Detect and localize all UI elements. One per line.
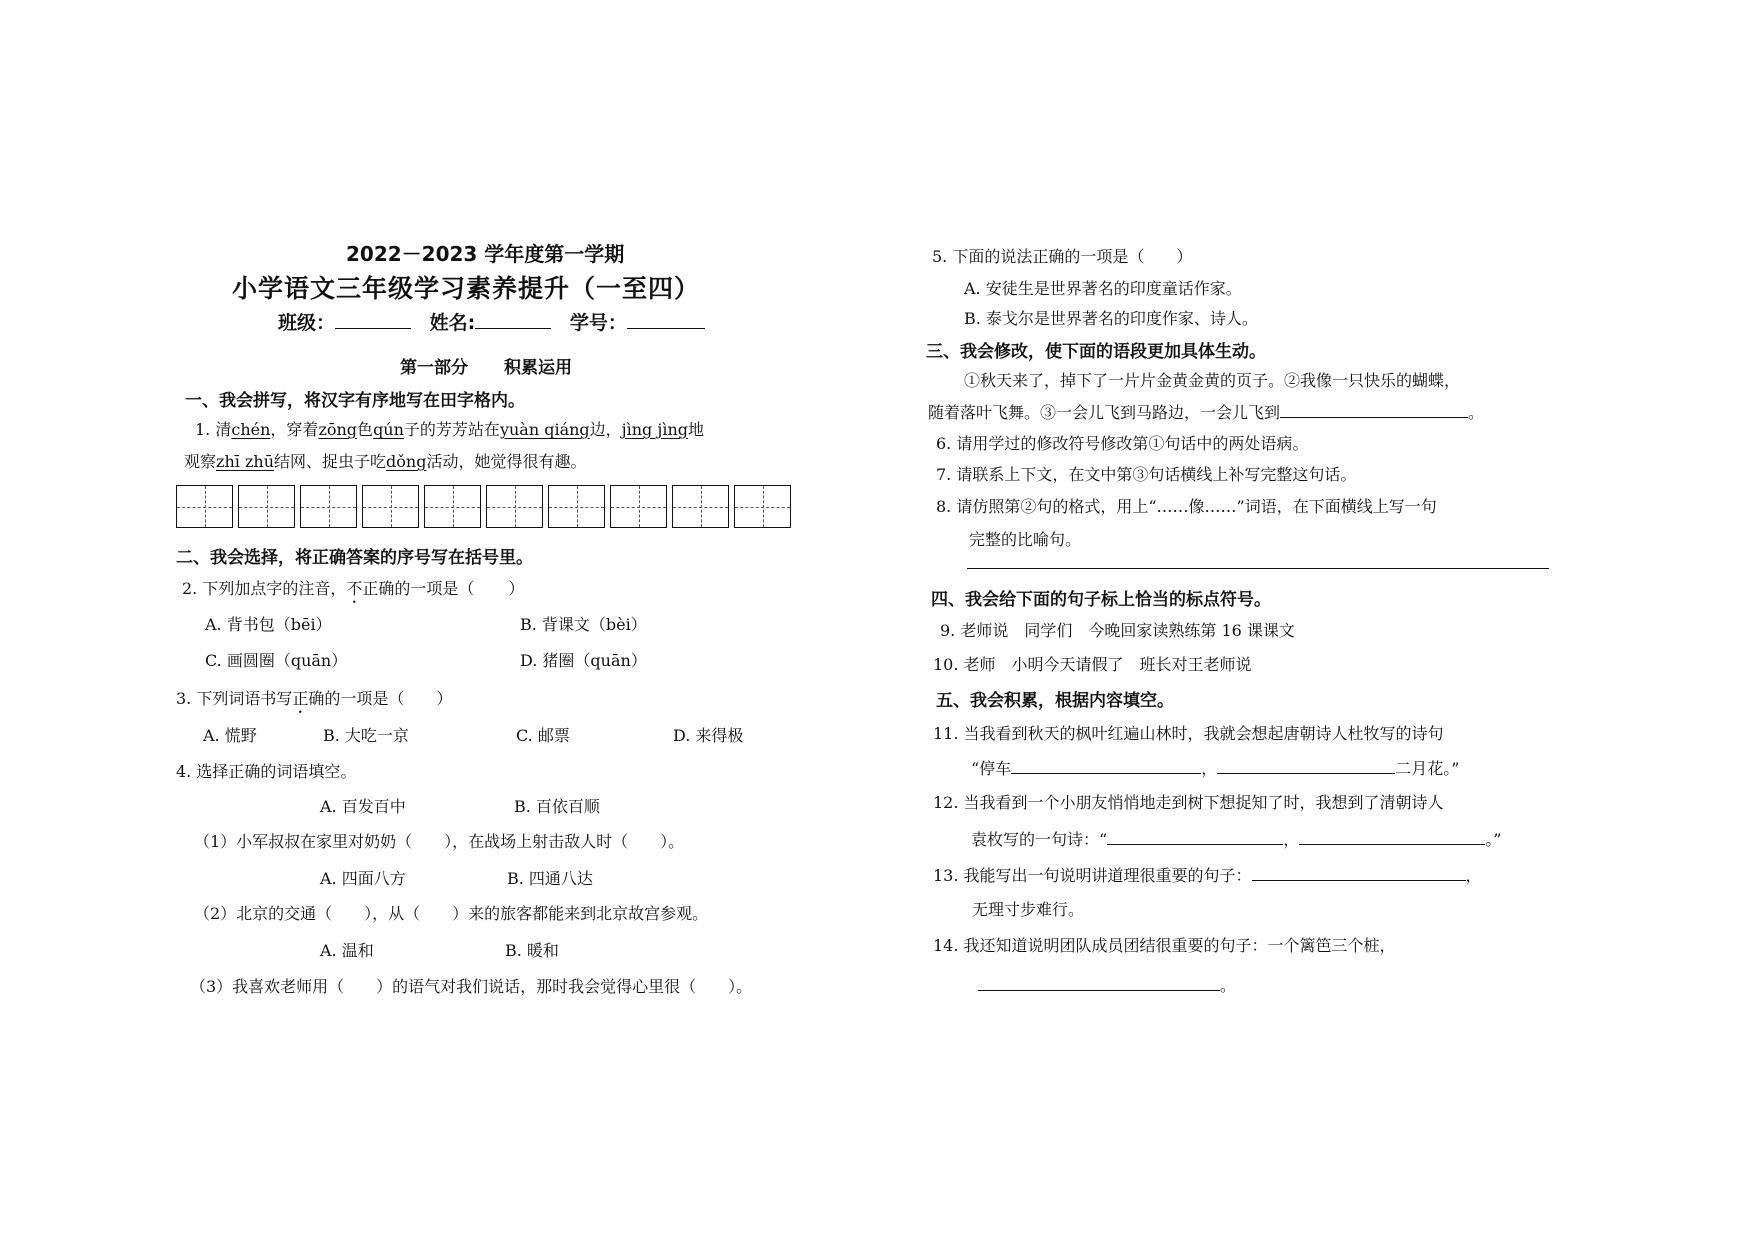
q4-2-option-b[interactable]: B. 四通八达 bbox=[507, 869, 593, 888]
tianzige-cell[interactable] bbox=[672, 485, 729, 528]
q3-option-d[interactable]: D. 来得极 bbox=[673, 726, 744, 745]
q1-text: 色 bbox=[357, 420, 374, 439]
q4-3-option-a[interactable]: A. 温和 bbox=[320, 941, 374, 960]
q1-text: 子的芳芳站在 bbox=[403, 420, 500, 439]
s3-paragraph-line1: ①秋天来了，掉下了一片片金黄金黄的页子。②我像一只快乐的蝴蝶， bbox=[964, 371, 1461, 390]
q8-line1: 8. 请仿照第②句的格式，用上“……像……”词语，在下面横线上写一句 bbox=[936, 497, 1437, 516]
poem-blank[interactable] bbox=[1217, 755, 1395, 774]
q1-text: ，穿着 bbox=[270, 420, 319, 439]
q2-emphasis: 不 bbox=[346, 579, 363, 598]
q1-text: 观察 bbox=[184, 452, 217, 471]
tianzige-cell[interactable] bbox=[300, 485, 357, 528]
q1-number: 1. bbox=[195, 420, 211, 439]
q1-text: 结网、捉虫子吃 bbox=[274, 452, 387, 471]
q11-text: “停车 bbox=[971, 759, 1012, 778]
q5-stem: 5. 下面的说法正确的一项是（ ） bbox=[932, 247, 1193, 266]
q1-text: 清 bbox=[215, 420, 232, 439]
q12-text: 。” bbox=[1485, 830, 1502, 849]
q3-option-a[interactable]: A. 慌野 bbox=[203, 726, 257, 745]
q14-line1: 14. 我还知道说明团队成员团结很重要的句子：一个篱笆三个桩， bbox=[933, 936, 1396, 955]
name-label: 姓名: bbox=[429, 312, 476, 334]
q2-option-a[interactable]: A. 背书包（bēi） bbox=[205, 615, 332, 634]
q1-text: 活动，她觉得很有趣。 bbox=[426, 452, 587, 471]
q11-line2 bbox=[971, 755, 1459, 779]
q6: 6. 请用学过的修改符号修改第①句话中的两处语病。 bbox=[936, 434, 1309, 453]
class-label: 班级： bbox=[278, 312, 336, 334]
q2-option-d[interactable]: D. 猪圈（quān） bbox=[520, 651, 647, 670]
tianzige-cell[interactable] bbox=[548, 485, 605, 528]
q2-text: 正确的一项是（ bbox=[362, 579, 475, 598]
id-label: 学号： bbox=[569, 312, 627, 334]
section-3-heading: 三、我会修改，使下面的语段更加具体生动。 bbox=[926, 342, 1266, 362]
q4-1-option-b[interactable]: B. 百依百顺 bbox=[514, 797, 600, 816]
pinyin-blank: jìng jìng bbox=[621, 420, 689, 439]
q13-text: 13. 我能写出一句说明讲道理很重要的句子： bbox=[933, 866, 1252, 885]
q12-text: ， bbox=[1283, 830, 1300, 849]
q12-text: 袁枚写的一句诗：“ bbox=[971, 830, 1108, 849]
q8-answer-line[interactable] bbox=[967, 568, 1549, 569]
q4-3-option-b[interactable]: B. 暖和 bbox=[505, 941, 559, 960]
poem-blank[interactable] bbox=[1107, 826, 1283, 845]
q11-text: ， bbox=[1201, 759, 1218, 778]
q11-text: 二月花。” bbox=[1395, 759, 1460, 778]
q4-1-sentence: （1）小军叔叔在家里对奶奶（ ），在战场上射击敌人时（ ）。 bbox=[194, 832, 685, 851]
q4-2-option-a[interactable]: A. 四面八方 bbox=[320, 869, 406, 888]
s3-fill-blank[interactable] bbox=[1280, 399, 1468, 418]
q14-line2 bbox=[978, 972, 1236, 996]
pinyin-blank: zhī zhū bbox=[216, 452, 274, 471]
q4-2-sentence: （2）北京的交通（ ），从（ ）来的旅客都能来到北京故宫参观。 bbox=[194, 904, 709, 923]
q12-line2 bbox=[971, 826, 1501, 850]
name-blank[interactable] bbox=[475, 310, 551, 329]
q14-text: 。 bbox=[1220, 976, 1237, 995]
id-blank[interactable] bbox=[627, 310, 705, 329]
term-title: 2022－2023 学年度第一学期 bbox=[346, 242, 625, 266]
section-4-heading: 四、我会给下面的句子标上恰当的标点符号。 bbox=[931, 590, 1271, 610]
part-number: 第一部分 bbox=[400, 358, 468, 378]
pinyin-blank: chén bbox=[231, 420, 271, 439]
poem-blank[interactable] bbox=[1299, 826, 1485, 845]
q5-option-b[interactable]: B. 泰戈尔是世界著名的印度作家、诗人。 bbox=[964, 309, 1258, 328]
section-2-heading: 二、我会选择，将正确答案的序号写在括号里。 bbox=[176, 548, 533, 568]
pinyin-blank: qún bbox=[373, 420, 404, 439]
q1-line1 bbox=[195, 417, 704, 440]
q13-line1 bbox=[933, 862, 1482, 886]
tianzige-cell[interactable] bbox=[486, 485, 543, 528]
q4-3-sentence: （3）我喜欢老师用（ ）的语气对我们说话，那时我会觉得心里很（ ）。 bbox=[190, 977, 753, 996]
section-5-heading: 五、我会积累，根据内容填空。 bbox=[936, 691, 1174, 711]
q12-line1: 12. 当我看到一个小朋友悄悄地走到树下想捉知了时，我想到了清朝诗人 bbox=[933, 793, 1444, 812]
pinyin-blank: yuàn qiáng bbox=[499, 420, 590, 439]
q13-line2: 无理寸步难行。 bbox=[972, 900, 1085, 919]
q2-stem bbox=[182, 576, 524, 607]
q5-option-a[interactable]: A. 安徒生是世界著名的印度童话作家。 bbox=[964, 279, 1242, 298]
page-title: 小学语文三年级学习素养提升（一至四） bbox=[232, 274, 701, 303]
tianzige-cell[interactable] bbox=[734, 485, 791, 528]
q1-text: 边， bbox=[589, 420, 622, 439]
q13-text: ， bbox=[1465, 866, 1482, 885]
q13-blank[interactable] bbox=[1252, 862, 1466, 881]
q1-text: 地 bbox=[688, 420, 705, 439]
q2-option-b[interactable]: B. 背课文（bèi） bbox=[520, 615, 647, 634]
pinyin-blank: zōng bbox=[318, 420, 358, 439]
tianzige-cell[interactable] bbox=[424, 485, 481, 528]
part-title bbox=[400, 353, 572, 378]
part-subtitle: 积累运用 bbox=[504, 358, 572, 378]
s3-text: 随着落叶飞舞。③一会儿飞到马路边，一会儿飞到 bbox=[928, 403, 1281, 422]
q4-1-option-a[interactable]: A. 百发百中 bbox=[320, 797, 406, 816]
q2-text: 2. 下列加点字的注音， bbox=[182, 579, 347, 598]
tianzige-cell[interactable] bbox=[176, 485, 233, 528]
q3-text: 3. 下列词语书写 bbox=[176, 689, 293, 708]
q3-stem bbox=[176, 686, 452, 717]
q11-line1: 11. 当我看到秋天的枫叶红遍山林时，我就会想起唐朝诗人杜牧写的诗句 bbox=[933, 724, 1444, 743]
s3-paragraph-line2 bbox=[928, 399, 1484, 423]
tianzige-cell[interactable] bbox=[362, 485, 419, 528]
tianzige-cell[interactable] bbox=[238, 485, 295, 528]
tianzige-grid bbox=[176, 485, 791, 528]
q1-line2 bbox=[184, 449, 586, 472]
q3-option-b[interactable]: B. 大吃一京 bbox=[323, 726, 409, 745]
q3-emphasis: 正 bbox=[292, 689, 309, 708]
q3-text: 确的一项是（ ） bbox=[308, 689, 453, 708]
q10: 10. 老师 小明今天请假了 班长对王老师说 bbox=[933, 655, 1252, 674]
tianzige-cell[interactable] bbox=[610, 485, 667, 528]
q14-blank[interactable] bbox=[978, 972, 1220, 991]
pinyin-blank: dǒng bbox=[386, 452, 427, 471]
q4-stem: 4. 选择正确的词语填空。 bbox=[176, 762, 357, 781]
q9: 9. 老师说 同学们 今晚回家读熟练第 16 课课文 bbox=[940, 621, 1295, 640]
student-info bbox=[278, 308, 705, 335]
section-1-heading: 一、我会拼写，将汉字有序地写在田字格内。 bbox=[185, 391, 525, 411]
q3-option-c[interactable]: C. 邮票 bbox=[516, 726, 570, 745]
q2-option-c[interactable]: C. 画圆圈（quān） bbox=[205, 651, 348, 670]
class-blank[interactable] bbox=[335, 310, 411, 329]
q8-line2: 完整的比喻句。 bbox=[969, 530, 1082, 549]
s3-text: 。 bbox=[1468, 403, 1485, 422]
q7: 7. 请联系上下文，在文中第③句话横线上补写完整这句话。 bbox=[936, 465, 1357, 484]
poem-blank[interactable] bbox=[1011, 755, 1201, 774]
q2-text: ） bbox=[508, 579, 525, 598]
